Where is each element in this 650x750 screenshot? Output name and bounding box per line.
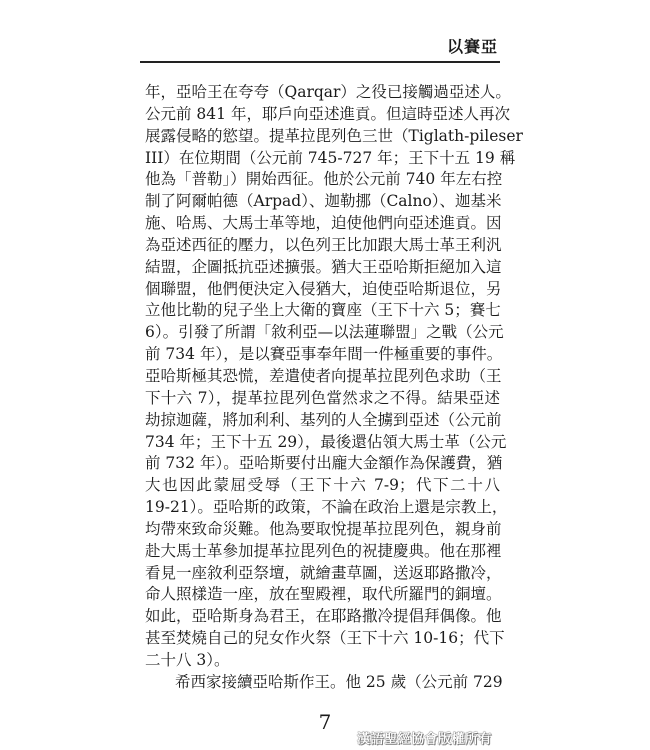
text-line: 前 732 年）。亞哈斯要付出龐大金額作為保護費，猶 [145,454,503,473]
text-line: 大也因此蒙屈受辱（王下十六 7-9；代下二十八 [145,476,500,495]
running-title: 以賽亞 [446,37,498,56]
body-text [145,82,523,694]
text-line: 赴大馬士革參加提革拉毘列色的祝捷慶典。他在那裡 [145,541,502,560]
paragraph-start-line: 希西家接續亞哈斯作王。他 25 歲（公元前 729 [175,672,503,691]
text-line: 劫掠迦薩，將加利利、基列的人全擄到亞述（公元前 [145,410,502,429]
copyright-watermark: 漢語聖經協會版權所有 [356,732,492,747]
page-number: 7 [318,710,332,734]
text-line: III）在位期間（公元前 745-727 年；王下十五 19 稱 [145,148,516,167]
text-line: 命人照樣造一座，放在聖殿裡，取代所羅門的銅壇。 [145,585,502,604]
text-line: 前 734 年），是以賽亞事奉年間一件極重要的事件。 [145,345,503,364]
text-line: 如此，亞哈斯身為君王，在耶路撒冷提倡拜偶像。他 [145,607,502,626]
text-line: 734 年；王下十五 29），最後還佔領大馬士革（公元 [145,432,507,451]
text-line: 為亞述西征的壓力，以色列王比加跟大馬士革王利汎 [145,235,502,254]
paragraph-end-line: 二十八 3）。 [145,650,230,669]
text-line: 6）。引發了所謂「敘利亞—以法蓮聯盟」之戰（公元 [145,323,504,342]
text-line: 均帶來致命災難。他為要取悅提革拉毘列色，親身前 [145,519,502,538]
text-line: 展露侵略的慾望。提革拉毘列色三世（Tiglath-pileser [145,126,523,145]
text-line: 施、哈馬、大馬士革等地，迫使他們向亞述進貢。因 [145,214,502,233]
text-line: 立他比勒的兒子坐上大衛的寶座（王下十六 5；賽七 [145,301,501,320]
text-line: 看見一座敘利亞祭壇，就繪畫草圖，送返耶路撒冷， [145,563,502,582]
text-line: 甚至焚燒自己的兒女作火祭（王下十六 10-16；代下 [145,629,505,648]
text-line: 制了阿爾帕德（Arpad）、迦勒挪（Calno）、迦基米 [145,192,502,211]
text-line: 19-21）。亞哈斯的政策，不論在政治上還是宗教上， [145,498,508,517]
text-line: 個聯盟，他們便決定入侵猶大，迫使亞哈斯退位，另 [145,279,502,298]
running-header [0,34,650,70]
text-line: 下十六 7），提革拉毘列色當然求之不得。結果亞述 [145,388,500,407]
text-line: 年，亞哈王在夸夸（Qarqar）之役已接觸過亞述人。 [145,83,511,101]
text-line: 亞哈斯極其恐慌，差遣使者向提革拉毘列色求助（王 [145,366,502,385]
text-line: 公元前 841 年，耶戶向亞述進貢。但這時亞述人再次 [145,104,510,123]
text-line: 結盟，企圖抵抗亞述擴張。猶大王亞哈斯拒絕加入這 [145,257,502,276]
text-line: 他為「普勒」）開始西征。他於公元前 740 年左右控 [145,170,503,189]
header-rule [140,61,500,63]
